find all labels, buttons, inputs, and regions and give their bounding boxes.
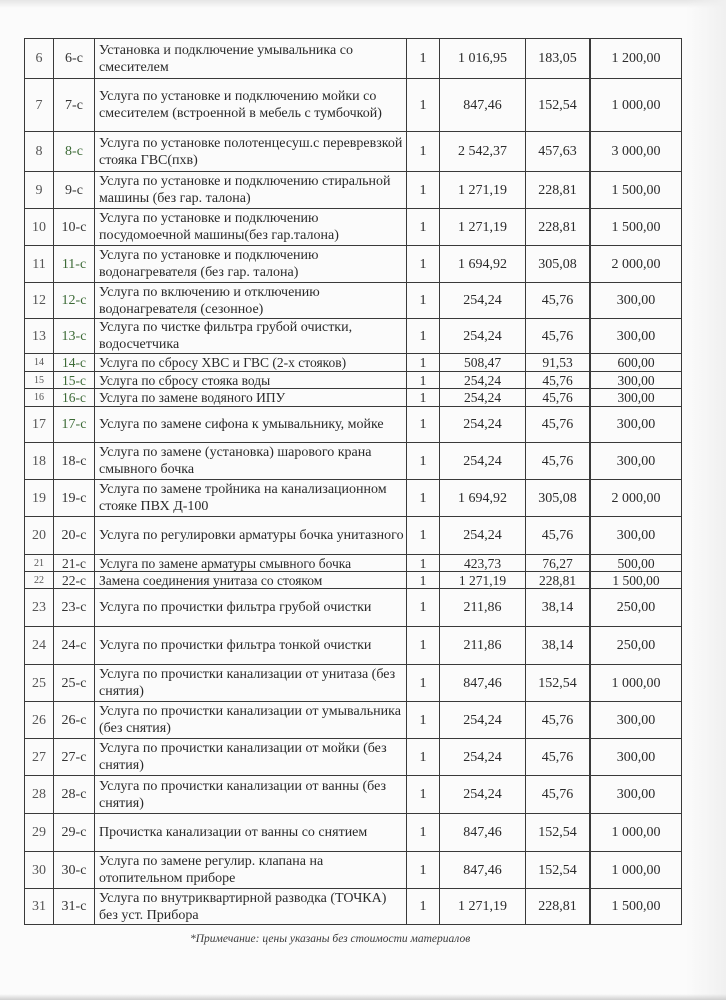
quantity: 1: [407, 132, 440, 172]
price-total: 300,00: [590, 776, 682, 814]
price-total: 300,00: [590, 372, 682, 389]
service-description: Услуга по прочистки канализации от унитаза (без снятия): [95, 665, 407, 702]
row-number: 8: [25, 132, 54, 172]
row-number: 12: [25, 283, 54, 319]
row-number: 28: [25, 776, 54, 814]
vat-amount: 45,76: [526, 319, 591, 354]
service-description: Услуга по установке полотенцесуш.с перевревзкой стояка ГВС(пхв): [95, 132, 407, 172]
vat-amount: 45,76: [526, 407, 591, 443]
vat-amount: 305,08: [526, 246, 591, 283]
service-code: 11-с: [54, 246, 95, 283]
table-row: [25, 172, 682, 209]
service-code: 26-с: [54, 702, 95, 739]
service-code: 21-с: [54, 555, 95, 572]
quantity: 1: [407, 889, 440, 925]
quantity: 1: [407, 283, 440, 319]
price-total: 300,00: [590, 517, 682, 555]
quantity: 1: [407, 480, 440, 517]
price-without-vat: 2 542,37: [440, 132, 526, 172]
service-description: Услуга по прочистки канализации от мойки (без снятия): [95, 739, 407, 776]
price-without-vat: 508,47: [440, 354, 526, 372]
service-description: Услуга по сбросу стояка воды: [95, 372, 407, 389]
row-number: 7: [25, 79, 54, 132]
service-description: Услуга по установке и подключению посудомоечной машины(без гар.талона): [95, 209, 407, 246]
price-total: 300,00: [590, 702, 682, 739]
row-number: 18: [25, 443, 54, 480]
service-code: 20-с: [54, 517, 95, 555]
vat-amount: 45,76: [526, 702, 591, 739]
service-code: 12-с: [54, 283, 95, 319]
row-number: 17: [25, 407, 54, 443]
quantity: 1: [407, 665, 440, 702]
price-total: 1 000,00: [590, 852, 682, 889]
service-description: Услуга по замене (установка) шарового крана смывного бочка: [95, 443, 407, 480]
row-number: 27: [25, 739, 54, 776]
quantity: 1: [407, 589, 440, 627]
service-description: Услуга по включению и отключению водонагревателя (сезонное): [95, 283, 407, 319]
price-without-vat: 1 694,92: [440, 246, 526, 283]
service-description: Услуга по установке и подключению стиральной машины (без гар. талона): [95, 172, 407, 209]
service-code: 18-с: [54, 443, 95, 480]
service-description: Услуга по сбросу ХВС и ГВС (2-х стояков): [95, 354, 407, 372]
vat-amount: 45,76: [526, 389, 591, 407]
row-number: 11: [25, 246, 54, 283]
price-total: 300,00: [590, 389, 682, 407]
vat-amount: 228,81: [526, 572, 591, 589]
service-code: 8-с: [54, 132, 95, 172]
price-total: 1 000,00: [590, 79, 682, 132]
price-without-vat: 254,24: [440, 389, 526, 407]
price-total: 300,00: [590, 283, 682, 319]
price-without-vat: 254,24: [440, 319, 526, 354]
service-description: Установка и подключение умывальника со смесителем: [95, 39, 407, 79]
table-row: [25, 852, 682, 889]
table-row: [25, 889, 682, 925]
service-description: Услуга по замене сифона к умывальнику, мойке: [95, 407, 407, 443]
vat-amount: 45,76: [526, 283, 591, 319]
row-number: 22: [25, 572, 54, 589]
service-description: Услуга по замене тройника на канализационном стояке ПВХ Д-100: [95, 480, 407, 517]
row-number: 25: [25, 665, 54, 702]
service-code: 19-с: [54, 480, 95, 517]
table-row: [25, 39, 682, 79]
table-row: [25, 79, 682, 132]
row-number: 6: [25, 39, 54, 79]
price-without-vat: 847,46: [440, 79, 526, 132]
service-code: 28-с: [54, 776, 95, 814]
service-description: Услуга по регулировки арматуры бочка унитазного: [95, 517, 407, 555]
row-number: 15: [25, 372, 54, 389]
quantity: 1: [407, 389, 440, 407]
vat-amount: 45,76: [526, 776, 591, 814]
table-row: [25, 517, 682, 555]
price-without-vat: 254,24: [440, 283, 526, 319]
table-row: [25, 555, 682, 572]
table-row: [25, 702, 682, 739]
quantity: 1: [407, 739, 440, 776]
service-description: Услуга по замене регулир. клапана на отопительном приборе: [95, 852, 407, 889]
service-description: Услуга по прочистки фильтра тонкой очистки: [95, 627, 407, 665]
vat-amount: 228,81: [526, 889, 591, 925]
service-code: 7-с: [54, 79, 95, 132]
vat-amount: 45,76: [526, 739, 591, 776]
row-number: 24: [25, 627, 54, 665]
price-total: 1 500,00: [590, 172, 682, 209]
quantity: 1: [407, 555, 440, 572]
service-code: 14-с: [54, 354, 95, 372]
vat-amount: 183,05: [526, 39, 591, 79]
row-number: 19: [25, 480, 54, 517]
service-description: Прочистка канализации от ванны со снятием: [95, 814, 407, 852]
row-number: 10: [25, 209, 54, 246]
row-number: 26: [25, 702, 54, 739]
price-without-vat: 847,46: [440, 852, 526, 889]
row-number: 16: [25, 389, 54, 407]
row-number: 23: [25, 589, 54, 627]
quantity: 1: [407, 246, 440, 283]
price-without-vat: 254,24: [440, 443, 526, 480]
service-description: Услуга по прочистки канализации от умывальника (без снятия): [95, 702, 407, 739]
vat-amount: 228,81: [526, 172, 591, 209]
vat-amount: 91,53: [526, 354, 591, 372]
table-row: [25, 739, 682, 776]
price-without-vat: 847,46: [440, 814, 526, 852]
price-without-vat: 254,24: [440, 776, 526, 814]
service-description: Услуга по внутриквартирной разводка (ТОЧКА) без уст. Прибора: [95, 889, 407, 925]
service-code: 15-с: [54, 372, 95, 389]
price-without-vat: 1 271,19: [440, 172, 526, 209]
price-without-vat: 254,24: [440, 407, 526, 443]
table-row: [25, 627, 682, 665]
vat-amount: 152,54: [526, 814, 591, 852]
row-number: 29: [25, 814, 54, 852]
vat-amount: 152,54: [526, 665, 591, 702]
service-code: 31-с: [54, 889, 95, 925]
price-total: 300,00: [590, 407, 682, 443]
service-description: Услуга по замене водяного ИПУ: [95, 389, 407, 407]
vat-amount: 76,27: [526, 555, 591, 572]
table-row: [25, 283, 682, 319]
price-total: 1 000,00: [590, 665, 682, 702]
service-description: Услуга по замене арматуры смывного бочка: [95, 555, 407, 572]
table-row: [25, 319, 682, 354]
service-code: 29-с: [54, 814, 95, 852]
quantity: 1: [407, 443, 440, 480]
price-list-body: [25, 39, 682, 925]
price-without-vat: 1 016,95: [440, 39, 526, 79]
table-row: [25, 776, 682, 814]
vat-amount: 457,63: [526, 132, 591, 172]
vat-amount: 228,81: [526, 209, 591, 246]
vat-amount: 152,54: [526, 852, 591, 889]
price-without-vat: 1 271,19: [440, 572, 526, 589]
price-total: 3 000,00: [590, 132, 682, 172]
service-code: 30-с: [54, 852, 95, 889]
price-without-vat: 847,46: [440, 665, 526, 702]
service-description: Услуга по установке и подключению водонагревателя (без гар. талона): [95, 246, 407, 283]
price-without-vat: 423,73: [440, 555, 526, 572]
scan-edge-top: [0, 0, 726, 8]
quantity: 1: [407, 172, 440, 209]
quantity: 1: [407, 852, 440, 889]
price-total: 2 000,00: [590, 246, 682, 283]
footnote-note: *Примечание: цены указаны без стоимости материалов: [190, 933, 471, 945]
price-total: 1 000,00: [590, 814, 682, 852]
price-total: 300,00: [590, 443, 682, 480]
service-description: Услуга по прочистки канализации от ванны (без снятия): [95, 776, 407, 814]
quantity: 1: [407, 572, 440, 589]
vat-amount: 45,76: [526, 443, 591, 480]
price-without-vat: 211,86: [440, 627, 526, 665]
service-code: 6-с: [54, 39, 95, 79]
service-code: 23-с: [54, 589, 95, 627]
table-row: [25, 407, 682, 443]
table-row: [25, 209, 682, 246]
price-total: 1 200,00: [590, 39, 682, 79]
table-row: [25, 246, 682, 283]
quantity: 1: [407, 319, 440, 354]
price-total: 1 500,00: [590, 209, 682, 246]
service-description: Услуга по прочистки фильтра грубой очистки: [95, 589, 407, 627]
table-row: [25, 443, 682, 480]
price-total: 250,00: [590, 589, 682, 627]
row-number: 31: [25, 889, 54, 925]
table-row: [25, 480, 682, 517]
quantity: 1: [407, 354, 440, 372]
vat-amount: 45,76: [526, 517, 591, 555]
quantity: 1: [407, 39, 440, 79]
price-without-vat: 211,86: [440, 589, 526, 627]
table-row: [25, 814, 682, 852]
price-total: 1 500,00: [590, 889, 682, 925]
vat-amount: 45,76: [526, 372, 591, 389]
price-total: 600,00: [590, 354, 682, 372]
price-without-vat: 1 271,19: [440, 209, 526, 246]
price-total: 2 000,00: [590, 480, 682, 517]
price-without-vat: 254,24: [440, 739, 526, 776]
quantity: 1: [407, 407, 440, 443]
service-code: 13-с: [54, 319, 95, 354]
vat-amount: 38,14: [526, 627, 591, 665]
price-without-vat: 1 694,92: [440, 480, 526, 517]
table-row: [25, 572, 682, 589]
row-number: 9: [25, 172, 54, 209]
price-total: 1 500,00: [590, 572, 682, 589]
price-total: 300,00: [590, 739, 682, 776]
scan-edge-bottom: [0, 994, 726, 1000]
vat-amount: 305,08: [526, 480, 591, 517]
service-code: 9-с: [54, 172, 95, 209]
price-total: 500,00: [590, 555, 682, 572]
row-number: 20: [25, 517, 54, 555]
service-code: 16-с: [54, 389, 95, 407]
quantity: 1: [407, 209, 440, 246]
service-code: 22-с: [54, 572, 95, 589]
vat-amount: 152,54: [526, 79, 591, 132]
table-row: [25, 372, 682, 389]
quantity: 1: [407, 517, 440, 555]
price-total: 300,00: [590, 319, 682, 354]
service-description: Замена соединения унитаза со стояком: [95, 572, 407, 589]
quantity: 1: [407, 776, 440, 814]
price-list-table: [24, 38, 682, 925]
service-description: Услуга по чистке фильтра грубой очистки, водосчетчика: [95, 319, 407, 354]
quantity: 1: [407, 79, 440, 132]
service-description: Услуга по установке и подключению мойки со смесителем (встроенной в мебель с тумбочкой): [95, 79, 407, 132]
price-without-vat: 254,24: [440, 517, 526, 555]
quantity: 1: [407, 702, 440, 739]
row-number: 30: [25, 852, 54, 889]
service-code: 17-с: [54, 407, 95, 443]
price-without-vat: 1 271,19: [440, 889, 526, 925]
row-number: 13: [25, 319, 54, 354]
service-code: 10-с: [54, 209, 95, 246]
vat-amount: 38,14: [526, 589, 591, 627]
quantity: 1: [407, 814, 440, 852]
service-code: 24-с: [54, 627, 95, 665]
table-row: [25, 354, 682, 372]
scan-edge-right: [686, 0, 726, 1000]
quantity: 1: [407, 372, 440, 389]
price-without-vat: 254,24: [440, 702, 526, 739]
price-without-vat: 254,24: [440, 372, 526, 389]
table-row: [25, 665, 682, 702]
row-number: 14: [25, 354, 54, 372]
table-row: [25, 589, 682, 627]
quantity: 1: [407, 627, 440, 665]
table-row: [25, 389, 682, 407]
price-total: 250,00: [590, 627, 682, 665]
service-code: 27-с: [54, 739, 95, 776]
row-number: 21: [25, 555, 54, 572]
table-row: [25, 132, 682, 172]
service-code: 25-с: [54, 665, 95, 702]
